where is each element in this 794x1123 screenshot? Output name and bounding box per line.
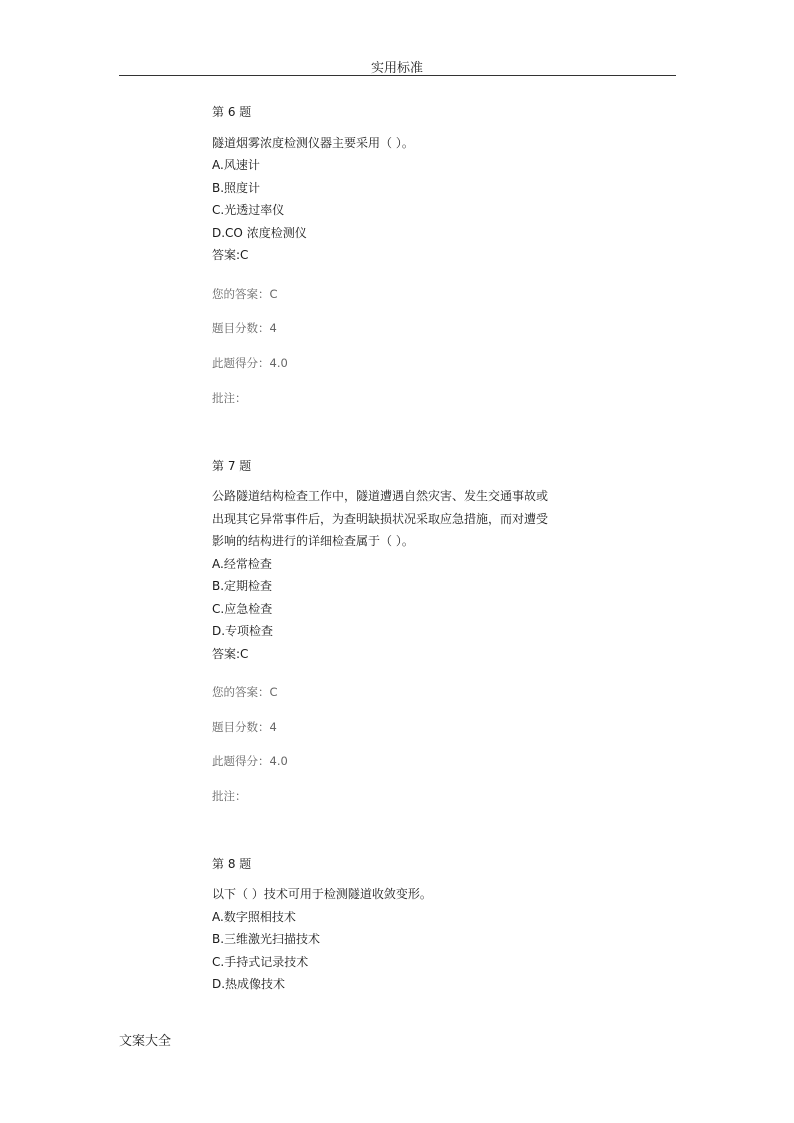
option-b: B.定期检查 (212, 579, 273, 593)
question-number: 第 6 题 (212, 105, 252, 119)
page-footer: 文案大全 (119, 1034, 172, 1049)
comment-label: 批注： (212, 789, 247, 803)
correct-answer: 答案:C (212, 248, 249, 262)
option-d: D.专项检查 (212, 624, 274, 638)
question-stem-line-1: 公路隧道结构检查工作中，隧道遭遇自然灾害、发生交通事故或 (212, 489, 549, 503)
question-number: 第 7 题 (212, 459, 252, 473)
earned-score: 此题得分：4.0 (212, 356, 288, 370)
header-divider (119, 75, 676, 76)
comment-label: 批注： (212, 391, 247, 405)
question-stem: 以下（ ）技术可用于检测隧道收敛变形。 (212, 887, 432, 901)
header-title: 实用标准 (370, 61, 423, 76)
option-c: C.应急检查 (212, 602, 273, 616)
your-answer: 您的答案：C (212, 685, 278, 699)
option-d: D.热成像技术 (212, 977, 286, 991)
question-stem: 隧道烟雾浓度检测仪器主要采用（ ）。 (212, 136, 414, 150)
correct-answer: 答案:C (212, 647, 249, 661)
option-a: A.风速计 (212, 158, 260, 172)
question-stem-line-2: 出现其它异常事件后，为查明缺损状况采取应急措施，而对遭受 (212, 512, 549, 526)
option-d: D.CO 浓度检测仪 (212, 226, 307, 240)
question-number: 第 8 题 (212, 857, 252, 871)
question-score: 题目分数：4 (212, 321, 277, 335)
question-score: 题目分数：4 (212, 720, 277, 734)
earned-score: 此题得分：4.0 (212, 754, 288, 768)
option-c: C.光透过率仪 (212, 203, 285, 217)
option-a: A.数字照相技术 (212, 910, 296, 924)
option-b: B.三维激光扫描技术 (212, 932, 321, 946)
question-stem-line-3: 影响的结构进行的详细检查属于（ ）。 (212, 534, 414, 548)
option-b: B.照度计 (212, 181, 261, 195)
option-a: A.经常检查 (212, 557, 272, 571)
your-answer: 您的答案：C (212, 287, 278, 301)
option-c: C.手持式记录技术 (212, 955, 309, 969)
